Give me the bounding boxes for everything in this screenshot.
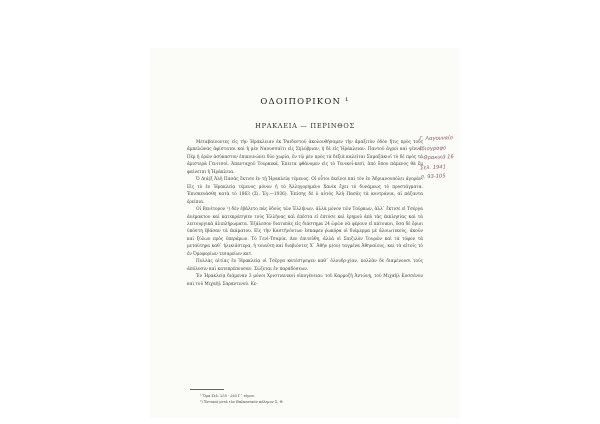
handwritten-margin-note: [419, 133, 497, 184]
paragraph-2: Ὁ Δ(ά)ξ Ἀλῆ Πασᾶς ἔκτισε ἐν τῇ Ἡρακλείᾳ τέμενος. Οἱ οὗτοι ἐκεῖνοι καὶ τὸν ἐν Ἀδριανουπόλει ἀγορὰν. Εἰς τὸ ἐν Ἡρακλείᾳ τέμενος μόνον ἡ τὸ Ἀλληγορημένο Χανίκ ἔχει τὸ δυνάμεως τὸ προστάγματα. Ἐπισκευάσθη κατὰ τὸ 1863 (Σι. Ἐγ.—1936). Ἐπίσης δὲ ὁ αὐτὸς Ἀλῆ Πασᾶς τὰ κοντράνια, αἱ πάζαντα ἐρείπια.: [187, 177, 423, 205]
footnote-2: ²) Ἐντικαὶ μετὰ τὸν Βαλκανικὸν πόλεμον Σ. Θ.: [200, 400, 284, 405]
margin-note-line-4: Σελ. 1941: [420, 164, 447, 172]
document-title: ΟΔΟΙΠΟΡΙΚΟΝ ¹: [260, 97, 350, 107]
footnote-divider: [190, 389, 224, 390]
margin-note-line-3: - Θρακικά 16: [419, 154, 454, 162]
margin-note-line-5: σ. 93-105: [420, 173, 446, 181]
paragraph-5: Ἐν Ἡρακλείᾳ διάμεναν 3 μόνοι Χριστιανικοὶ οἰκογένειαι: τοῦ Καρμοζῆ Ἀντώνη, τοῦ Μιχαὴλ Κοσσένου καὶ τοῦ Μιχαὴλ Σαραντινοῦ. Κε-: [187, 274, 423, 287]
section-heading: ΗΡΑΚΛΕΙΑ — ΠΕΡΙΝΘΟΣ: [255, 122, 355, 130]
paragraph-4: Πολλὰς αἰτίας ἐν Ἡρακλείᾳ οἱ Τσέργα κατέστρεψεν καθ᾽ ὀλουδρ-χίαν, πολλὰν δὲ διαμένουσι τούς ἀπόλυσιν καὶ κατεπρέπουσαν. Σώζεται ἐν παραδόσεων.: [187, 259, 423, 272]
paragraph-1: Μεταβαίνοντες εἰς τὴν Ἡράκλειαν ἐκ Ῥαιδεστοῦ ἀκολουθήσαμεν τὴν ἁμαξιτὸν ὁδὸν ἥτις πρὸς τοὺς ἀμπελῶνας ἀφίσταται καὶ ἡ μὲν Ναουσσαῖτι εἰς Σηλύβριαν, ἡ δὲ εἰς Ἡράκλειαν. Παντοῦ ἀγροὶ καὶ γέννα. Πέρ ἡ ὁρῶν ἀσύκαστον ἐπικοινώνει δύο χωρία, ἐν τῷ μὲν πρὸς τὰ δεξιὰ καλεῖται Σαμαξάκιοϊ τὸ δὲ πρὸς τὰ ἀριστερὰ Γενιτσοὶ. Ἀπανταχοῦ Τουρκικά. Ἐπειτα φθάνομεν εἰς τὸ Τενικοΐ-κεσὶ, ἀπὸ ὅπου πάμενος θὰ ἔμ φαίνεται ἡ Ἡράκλεια.: [187, 140, 423, 175]
margin-note-line-2: Ἱδιογραφο: [419, 145, 447, 152]
margin-note-line-1: Γ. Λαγουναίο: [419, 135, 454, 143]
body-text: [187, 139, 423, 288]
footnote-1: ¹ Ὅρα Σελ. 255 - 263 Γ᾽ τόμου.: [200, 394, 255, 398]
footnotes: [200, 393, 400, 406]
paragraph-3: Οἱ Βενέτορον ²) δὲν ἐβάλετο πάς ὁδοὺς τῶν Ἑλλήνων, ἀλλὰ μόνον τῶν Τούρκων, ἀλλ᾽ ἔκτισε εἰ Τσέργα ἀνέμακτον καὶ κατεκράτησεν τοὺς Ἑλλήνας καὶ ἐπέστα εἰ ἐπτύσε καὶ ἐρημοῦ ἀπὸ τὰς ἐκκλησίας καὶ τὰ λειτουργικὰ ἀλιπλήρωματα. Ἐξάλεσον διατυπὰς εἰς διάστημα 24 ὡρῶν νὰ φέρουν εἰ κάτοικοι, ὅσα δὲ ὄριοι ὑπόστη ἐβάσαν τὰ ἐκάματου. Εἰς τὴν Καστὴνόντων ἐσκαφεν ῥωκόρα οἱ διάμερμα μὲ ἀλοιωτικοὺς, ἀκοῦν καὶ ξύλων πρὸς ὑπεράρων. Τὸ Γενὶ-Τσαρία. Δεν ἐπιτεὐθη, ἀλλὰ οἱ Σαιζιλὸν Τουρῶν καὶ τὰ τόφον τὰ μεταύτηρα καθ᾽ ἡλικιάστερα, ἡ τοιαῦτη καὶ διαβιόντες Χ᾽ Ἀθὴν μ(ου) ταγμένα Ἀθηναίους, καὶ τὰ αἱτοῖς τὸ ἐν Ὀμοφορίων τεσαρείων κατ.: [187, 207, 423, 257]
